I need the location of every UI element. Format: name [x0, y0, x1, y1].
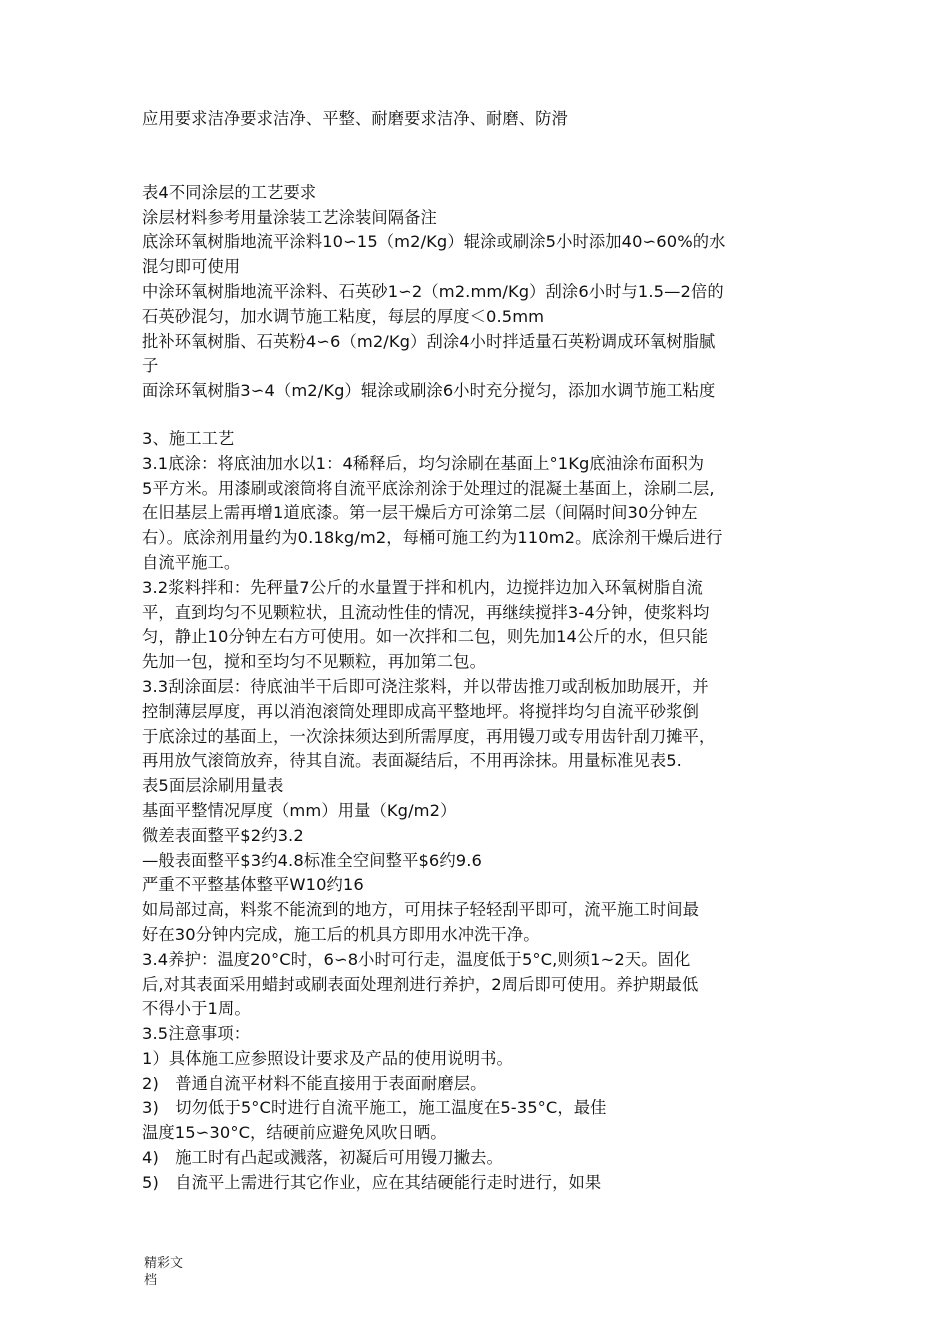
text-line: 面涂环氧树脂3∽4（m2/Kg）辊涂或刷涂6小时充分搅匀，添加水调节施工粘度 — [142, 381, 716, 401]
text-line: 批补环氧树脂、石英粉4∽6（m2/Kg）刮涂4小时拌适量石英粉调成环氧树脂腻 — [142, 331, 716, 351]
text-line: 5) 自流平上需进行其它作业，应在其结硬能行走时进行，如果 — [142, 1172, 602, 1192]
text-line: 3.5注意事项： — [142, 1024, 251, 1044]
paragraph-group-c — [142, 427, 812, 1196]
text-line: 表5面层涂刷用量表 — [142, 776, 284, 796]
text-line: 石英砂混匀，加水调节施工粘度，每层的厚度＜0.5mm — [142, 306, 545, 326]
text-line: 严重不平整基体整平W10约16 — [142, 875, 364, 895]
text-line: 在旧基层上需再增1道底漆。第一层干燥后方可涂第二层（间隔时间30分钟左 — [142, 503, 698, 523]
text-line: 子 — [142, 356, 159, 376]
text-line: 再用放气滚筒放弃，待其自流。表面凝结后，不用再涂抹。用量标准见表5. — [142, 751, 682, 771]
text-line: 如局部过高，料浆不能流到的地方，可用抹子轻轻刮平即可，流平施工时间最 — [142, 900, 699, 920]
text-line: 控制薄层厚度，再以消泡滚筒处理即成高平整地坪。将搅拌均匀自流平砂浆倒 — [142, 701, 699, 721]
page-footer — [144, 1255, 183, 1289]
text-line: 右）。底涂剂用量约为0.18kg/m2，每桶可施工约为110m2。底涂剂干燥后进行 — [142, 528, 723, 548]
text-line: 表4不同涂层的工艺要求 — [142, 182, 317, 202]
text-line: 涂层材料参考用量涂装工艺涂装间隔备注 — [142, 207, 437, 227]
text-line: 匀，静止10分钟左右方可使用。如一次拌和二包，则先加14公斤的水，但只能 — [142, 627, 709, 647]
text-line: 好在30分钟内完成，施工后的机具方即用水冲洗干净。 — [142, 924, 540, 944]
footer-line-2: 档 — [144, 1273, 158, 1288]
text-line: 3.4养护：温度20°C时，6∽8小时可行走，温度低于5°C,则须1~2天。固化 — [142, 949, 691, 969]
text-line: 3、施工工艺 — [142, 428, 235, 448]
text-line: 中涂环氧树脂地流平涂料、石英砂1∽2（m2.mm/Kg）刮涂6小时与1.5—2倍的 — [142, 281, 724, 301]
text-line: 后,对其表面采用蜡封或刷表面处理剂进行养护，2周后即可使用。养护期最低 — [142, 974, 699, 994]
text-line: 基面平整情况厚度（mm）用量（Kg/m2） — [142, 800, 457, 820]
text-line: 3.2浆料拌和：先秤量7公斤的水量置于拌和机内，边搅拌边加入环氧树脂自流 — [142, 577, 703, 597]
footer-line-1: 精彩文 — [144, 1256, 184, 1271]
text-line: 微差表面整平$2约3.2 — [142, 825, 304, 845]
paragraph-group-b — [142, 181, 812, 404]
text-line: 平，直到均匀不见颗粒状，且流动性佳的情况，再继续搅拌3-4分钟，使浆料均 — [142, 602, 710, 622]
text-line: 自流平施工。 — [142, 552, 241, 572]
text-line: 混匀即可使用 — [142, 257, 241, 277]
text-line: 3) 切勿低于5°C时进行自流平施工，施工温度在5-35°C，最佳 — [142, 1098, 607, 1118]
text-line: 2) 普通自流平材料不能直接用于表面耐磨层。 — [142, 1073, 487, 1093]
spacer — [142, 132, 812, 181]
text-line: 底涂环氧树脂地流平涂料10∽15（m2/Kg）辊涂或刷涂5小时添加40∽60%的水 — [142, 232, 726, 252]
text-line: 3.1底涂：将底油加水以1：4稀释后，均匀涂刷在基面上°1Kg底油涂布面积为 — [142, 453, 705, 473]
text-line: 不得小于1周。 — [142, 999, 251, 1019]
text-line: 5平方米。用漆刷或滚筒将自流平底涂剂涂于处理过的混凝土基面上，涂刷二层, — [142, 478, 715, 498]
text-line: 先加一包，搅和至均匀不见颗粒，再加第二包。 — [142, 652, 487, 672]
text-line: 应用要求洁净要求洁净、平整、耐磨要求洁净、耐磨、防滑 — [142, 109, 568, 128]
text-line: 3.3刮涂面层：待底油半干后即可浇注浆料，并以带齿推刀或刮板加助展开，并 — [142, 676, 709, 696]
document-body — [142, 107, 812, 1196]
text-line: 温度15∽30°C，结硬前应避免风吹日晒。 — [142, 1123, 447, 1143]
text-line: 4) 施工时有凸起或溅落，初凝后可用镘刀撇去。 — [142, 1148, 503, 1168]
text-line: —般表面整平$3约4.8标准全空间整平$6约9.6 — [142, 850, 482, 870]
text-line: 1）具体施工应参照设计要求及产品的使用说明书。 — [142, 1048, 513, 1068]
paragraph-group-a — [142, 107, 812, 132]
spacer — [142, 404, 812, 427]
text-line: 于底涂过的基面上，一次涂抹须达到所需厚度，再用镘刀或专用齿针刮刀摊平， — [142, 726, 716, 746]
